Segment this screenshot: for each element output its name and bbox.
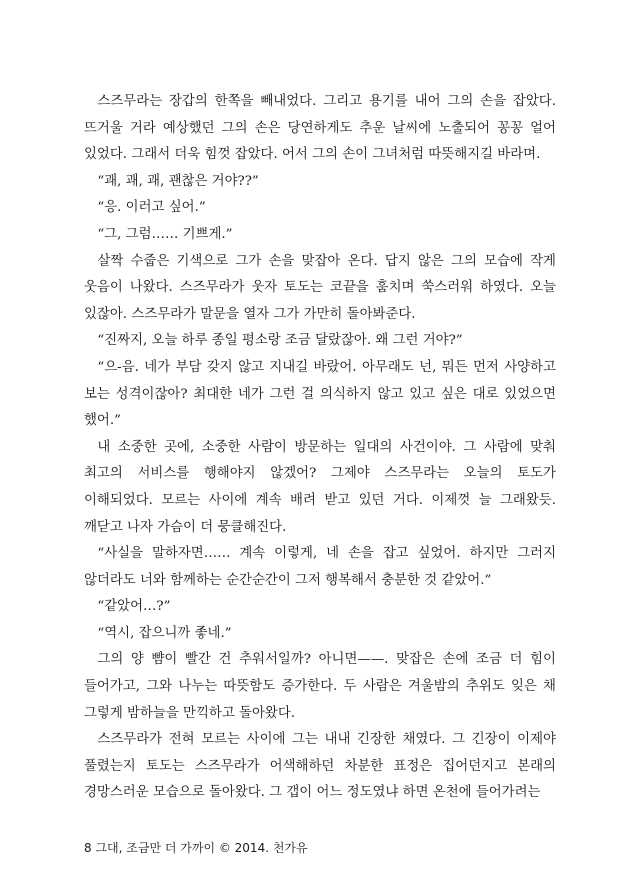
paragraph: “사실을 말하자면…… 계속 이렇게, 네 손을 잡고 싶었어. 하지만 그러지 않더라도 너와 함께하는 순간순간이 그저 행복해서 충분한 것 같았어.” xyxy=(84,546,556,588)
paragraph: 그의 양 뺨이 빨간 건 추워서일까? 아니면——. 맞잡은 손에 조금 더 힘이 들어가고, 그와 나누는 따뜻함도 증가한다. 두 사람은 겨울밤의 추위도 잊은 채 그렇게 밤하늘을 만끽하고 돌아왔다. xyxy=(84,652,556,721)
paragraph: “같았어…?” xyxy=(97,599,171,615)
body-text xyxy=(84,89,556,807)
paragraph: “으-음. 네가 부담 갖지 않고 지내길 바랐어. 아무래도 넌, 뭐든 먼저 사양하고 보는 성격이잖아? 최대한 네가 그런 걸 의식하지 않고 있고 싶은 대로 있었으면 했어.” xyxy=(84,359,556,429)
paragraph: 살짝 수줍은 기색으로 그가 손을 맞잡아 온다. 답지 않은 그의 모습에 작게 웃음이 나왔다. 스즈무라가 웃자 토도는 코끝을 훔치며 쑥스러워 하였다. 오늘 있잖아. 스즈무라가 말문을 열자 그가 가만히 돌아봐준다. xyxy=(84,253,556,322)
paragraph: 스즈무라는 장갑의 한쪽을 빼내었다. 그리고 용기를 내어 그의 손을 잡았다. 뜨거울 거라 예상했던 그의 손은 당연하게도 추운 날씨에 노출되어 꽁꽁 얼어 있었다. 그래서 더욱 힘껏 잡았다. 어서 그의 손이 그녀처럼 따뜻해지길 바라며. xyxy=(84,94,556,163)
paragraph: “진짜지, 오늘 하루 종일 평소랑 조금 달랐잖아. 왜 그런 거야?” xyxy=(97,333,463,349)
paragraph: “괘, 괘, 괘, 괜찮은 거야??” xyxy=(97,173,259,189)
paragraph: “역시, 잡으니까 좋네.” xyxy=(97,625,232,641)
page-footer: 8 그대, 조금만 더 가까이 © 2014. 천가유 xyxy=(84,841,308,855)
paragraph: 스즈무라가 전혀 모르는 사이에 그는 내내 긴장한 채였다. 그 긴장이 이제야 풀렸는지 토도는 스즈무라가 어색해하던 차분한 표정은 집어던지고 본래의 경망스러운 모습으로 돌아왔다. 그 갭이 어느 정도였냐 하면 온천에 들어가려는 xyxy=(84,732,556,801)
paragraph: “응. 이러고 싶어.” xyxy=(97,200,206,216)
paragraph: 내 소중한 곳에, 소중한 사람이 방문하는 일대의 사건이야. 그 사람에 맞춰 최고의 서비스를 행해야지 않겠어? 그제야 스즈무라는 오늘의 토도가 이해되었다. 모르는 사이에 계속 배려 받고 있던 거다. 이제껏 늘 그래왔듯. 깨닫고 나자 가슴이 더 뭉클해진다. xyxy=(84,439,556,535)
paragraph: “그, 그럼…… 기쁘게.” xyxy=(97,226,233,242)
